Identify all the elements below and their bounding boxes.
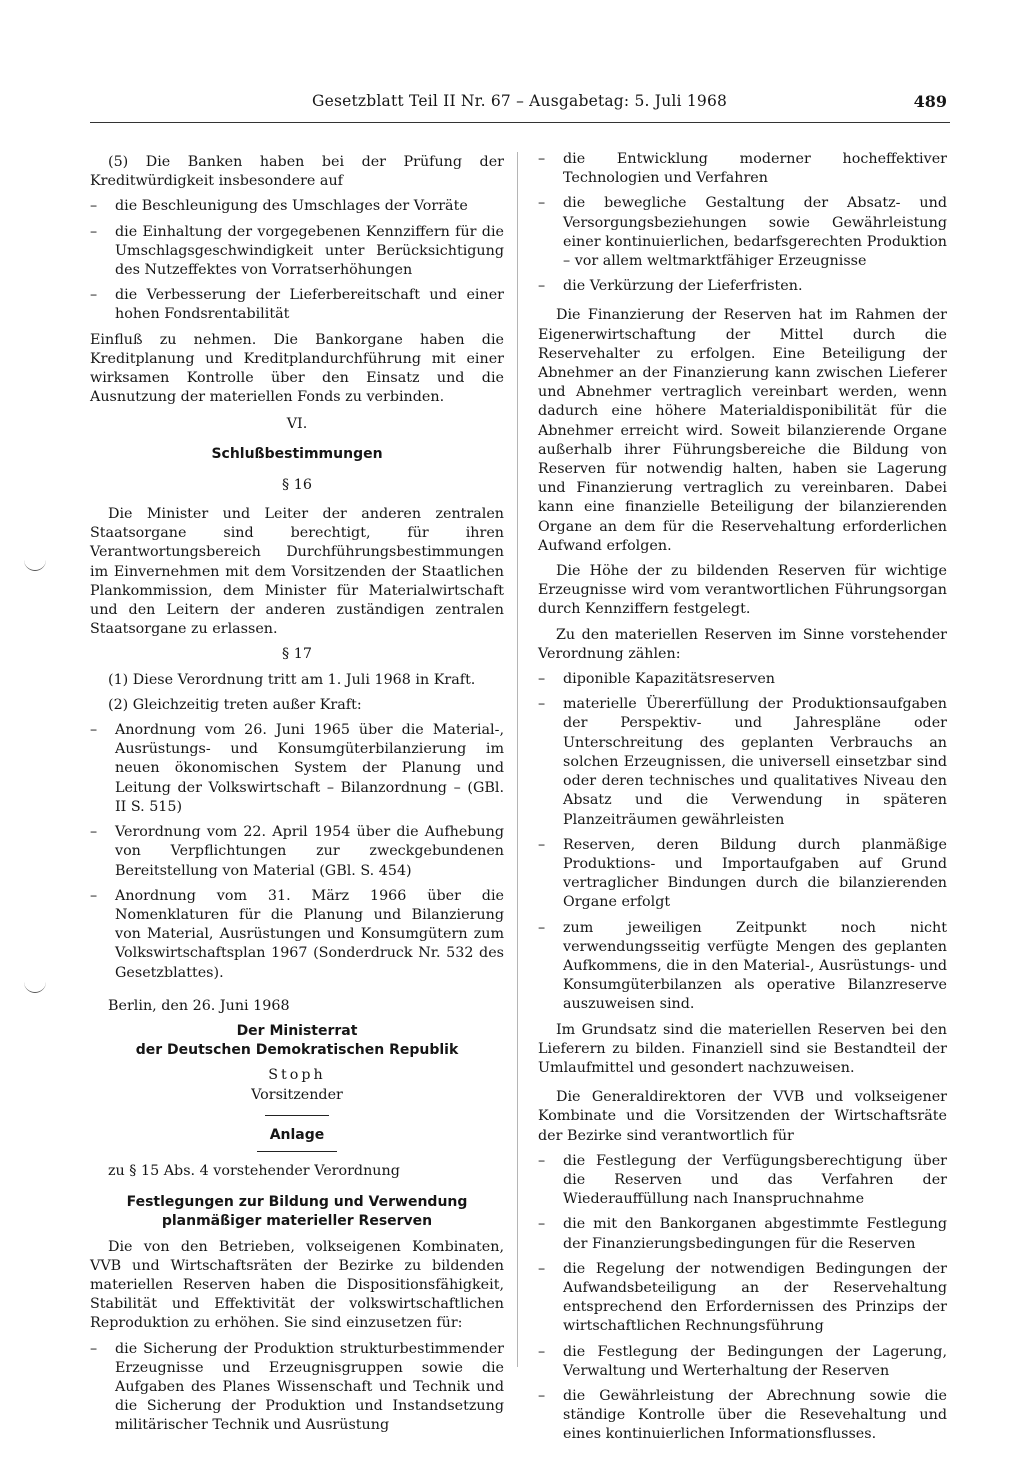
- reserve-height-paragraph: Die Höhe der zu bildenden Reserven für wichtige Erzeugnisse wird vom verantwortlichen Führungsorgan durch Kennziffern festgelegt.: [538, 563, 947, 618]
- principle-paragraph: Im Grundsatz sind die materiellen Reserven bei den Lieferern zu bilden. Finanziell sind sie Bestandteil der Umlaufmittel und gesondert nachzuweisen.: [538, 1021, 947, 1076]
- list-item-text: materielle Übererfüllung der Produktionsaufgaben der Perspektiv- und Jahrespläne oder Unterschreitung des geplanten Verbrauchs an solchen Erzeugnissen, die universell einsetzbar sind oder deren technisches und qualitatives Niveau den Absatz und die Verwendung in späteren Planzeiträumen gewährleisten: [563, 696, 947, 828]
- left-column: [90, 153, 504, 1442]
- paragraph-5-intro: (5) Die Banken haben bei der Prüfung der Kreditwürdigkeit insbesondere auf: [90, 154, 504, 190]
- list-item-text: die Festlegung der Bedingungen der Lagerung, Verwaltung und Werterhaltung der Reserven: [563, 1343, 947, 1379]
- council-name-line1: Der Ministerrat: [236, 1022, 358, 1039]
- paragraph-16-text: Die Minister und Leiter der anderen zentralen Staatsorgane sind berechtigt, für ihren Verantwortungsbereich Durchführungsbestimmungen im Einvernehmen mit dem Vorsitzenden der Staatlichen Plankommission, dem Minister für Materialwirtschaft und den Leitern der anderen zuständigen zentralen Staatsorgane zu erlassen.: [90, 506, 504, 638]
- list-item-text: Anordnung vom 26. Juni 1965 über die Material-, Ausrüstungs- und Konsumgüterbilanzierung im neuen ökonomischen System der Planung und Leitung der Volkswirtschaft – Bilanzordnung – (GBl. II S. 515): [115, 722, 504, 815]
- paragraph-17-sub2: (2) Gleichzeitig treten außer Kraft:: [108, 696, 362, 713]
- page-header: [90, 88, 950, 123]
- dash-bullet: –: [538, 195, 546, 212]
- dash-bullet: –: [90, 198, 98, 215]
- dash-bullet: –: [538, 1152, 546, 1169]
- appendix-reference: zu § 15 Abs. 4 vorstehender Verordnung: [108, 1162, 400, 1179]
- dash-bullet: –: [90, 223, 98, 240]
- header-title: Gesetzblatt Teil II Nr. 67 – Ausgabetag: 5. Juli 1968: [312, 92, 728, 110]
- list-item-text: die Entwicklung moderner hocheffektiver Technologien und Verfahren: [563, 151, 947, 187]
- paragraph-5-closing: Einfluß zu nehmen. Die Bankorgane haben die Kreditplanung und Kreditplandurchführung mit einer wirksamen Kontrolle über den Einsatz und die Ausnutzung der materiellen Fonds zu verbinden.: [90, 331, 504, 406]
- list-item: [538, 1387, 947, 1445]
- list-item: [538, 1343, 947, 1381]
- list-item: [538, 919, 947, 1015]
- list-item-text: die Verbesserung der Lieferbereitschaft und einer hohen Fondsrentabilität: [115, 287, 504, 323]
- signer-name: Stoph: [268, 1067, 326, 1084]
- right-column: [538, 150, 947, 1451]
- dash-bullet: –: [538, 696, 546, 713]
- dash-bullet: –: [538, 1343, 546, 1360]
- dash-bullet: –: [538, 1260, 546, 1277]
- column-divider: [517, 152, 518, 1367]
- financing-paragraph: Die Finanzierung der Reserven hat im Rahmen der Eigenerwirtschaftung der Mittel durch die Reservehalter zu erfolgen. Eine Beteiligung der Abnehmer an der Finanzierung kann zwischen Lieferer und Abnehmer vertraglich vereinbart werden, wenn dadurch eine höhere Materialdisponibilität für die Abnehmer erreicht wird. Soweit bilanzierende Organe außerhalb ihrer Führungsbereiche die Bildung von Reserven für notwendig halten, haben sie Lagerung und Finanzierung vertraglich zu vereinbaren. Dabei kann eine finanzielle Beteiligung der bilanzierenden Organe an dem für die Reservehaltung erforderlichen Aufwand erfolgen.: [538, 307, 947, 554]
- dash-bullet: –: [538, 836, 546, 853]
- dash-bullet: –: [90, 824, 98, 841]
- list-item-text: zum jeweiligen Zeitpunkt noch nicht verwendungsseitig verfügte Mengen des geplanten Aufkommens, die in den Material-, Ausrüstungs- und Konsumgüterbilanzen als operative Bilanzreserve auszuweisen sind.: [563, 919, 947, 1013]
- dash-bullet: –: [538, 1387, 546, 1404]
- list-item-text: die Beschleunigung des Umschlages der Vorräte: [115, 198, 468, 215]
- list-item-text: die mit den Bankorganen abgestimmte Festlegung der Finanzierungsbedingungen für die Reserven: [563, 1216, 947, 1252]
- signer-role: Vorsitzender: [251, 1086, 343, 1103]
- list-item-text: die bewegliche Gestaltung der Absatz- und Versorgungsbeziehungen sowie Gewährleistung einer kontinuierlichen, bedarfsgerechten Produktion – vor allem weltmarktfähiger Erzeugnisse: [563, 195, 947, 270]
- dash-bullet: –: [538, 151, 546, 167]
- list-item-text: die Regelung der notwendigen Bedingungen der Aufwandsbeteiligung an der Reservehaltung entsprechend den Erfordernissen des Prinzips der wirtschaftlichen Rechnungsführung: [563, 1260, 947, 1335]
- list-item-text: die Verkürzung der Lieferfristen.: [563, 278, 803, 295]
- appendix-underline: [257, 1151, 337, 1152]
- dash-bullet: –: [90, 887, 98, 904]
- directors-paragraph: Die Generaldirektoren der VVB und volkseigener Kombinate und die Vorsitzenden der Wirtschaftsräte der Bezirke sind verantwortlich für: [538, 1089, 947, 1144]
- council-name-line2: der Deutschen Demokratischen Republik: [135, 1042, 459, 1059]
- list-item: [90, 887, 504, 983]
- margin-hole-mark: [24, 978, 46, 993]
- dash-bullet: –: [538, 1216, 546, 1233]
- list-item: [90, 286, 504, 324]
- place-date: Berlin, den 26. Juni 1968: [108, 997, 290, 1014]
- reserves-intro: Zu den materiellen Reserven im Sinne vorstehender Verordnung zählen:: [538, 626, 947, 662]
- paragraph-16-heading: § 16: [282, 476, 312, 493]
- list-item-text: die Einhaltung der vorgegebenen Kennziffern für die Umschlagsgeschwindigkeit unter Berücksichtigung des Nutzeffektes von Vorratserhöhungen: [115, 223, 504, 279]
- list-item: [538, 670, 947, 689]
- list-item-text: die Gewährleistung der Abrechnung sowie die ständige Kontrolle über die Resevehaltung und eines kontinuierlichen Informationsflusses.: [563, 1387, 947, 1443]
- list-item: [538, 1260, 947, 1337]
- list-item: [538, 695, 947, 829]
- appendix-intro: Die von den Betrieben, volkseigenen Kombinaten, VVB und Wirtschaftsräten der Bezirke zu bildenden materiellen Reserven haben die Dispositionsfähigkeit, Stabilität und Effektivität der volkswirtschaftlichen Reproduktion zu erhöhen. Sie sind einzusetzen für:: [90, 1238, 504, 1332]
- margin-hole-mark: [24, 556, 46, 571]
- list-item: [90, 197, 504, 216]
- dash-bullet: –: [538, 278, 546, 295]
- paragraph-17-heading: § 17: [282, 646, 312, 663]
- dash-bullet: –: [90, 287, 98, 304]
- appendix-label-text: Anlage: [265, 1115, 329, 1145]
- list-item-text: die Sicherung der Produktion strukturbestimmender Erzeugnisse und Erzeugnisgruppen sowie die Aufgaben des Planes Wissenschaft und Technik und die Sicherung der Produktion und Instandsetzung militärischer Technik und Ausrüstung: [115, 1340, 504, 1434]
- list-item: [538, 1215, 947, 1253]
- appendix-title-line2: planmäßiger materieller Reserven: [161, 1213, 433, 1230]
- list-item: [538, 836, 947, 913]
- section-title: Schlußbestimmungen: [211, 445, 383, 462]
- list-item-text: diponible Kapazitätsreserven: [563, 671, 776, 688]
- list-item: [90, 1340, 504, 1436]
- section-number: VI.: [286, 416, 308, 433]
- dash-bullet: –: [538, 671, 546, 688]
- list-item-text: Reserven, deren Bildung durch planmäßige Produktions- und Importaufgaben auf Grund vertraglicher Bindungen durch die bilanzierenden Organe erfolgt: [563, 836, 947, 911]
- appendix-title-line1: Festlegungen zur Bildung und Verwendung: [126, 1194, 468, 1211]
- dash-bullet: –: [538, 919, 546, 936]
- list-item-text: die Festlegung der Verfügungsberechtigung über die Reserven und das Verfahren der Wiederauffüllung nach Inanspruchnahme: [563, 1152, 947, 1208]
- list-item: [538, 277, 947, 296]
- appendix-label: [90, 1115, 504, 1145]
- page-number: 489: [913, 92, 947, 111]
- list-item: [538, 150, 947, 188]
- list-item-text: Verordnung vom 22. April 1954 über die Aufhebung von Verpflichtungen zur zweckgebundenen Bereitstellung von Material (GBl. S. 454): [115, 824, 504, 879]
- dash-bullet: –: [90, 1340, 98, 1357]
- dash-bullet: –: [90, 722, 98, 739]
- paragraph-17-sub1: (1) Diese Verordnung tritt am 1. Juli 1968 in Kraft.: [108, 671, 476, 688]
- list-item: [90, 823, 504, 881]
- list-item: [90, 721, 504, 817]
- list-item: [538, 1152, 947, 1210]
- list-item-text: Anordnung vom 31. März 1966 über die Nomenklaturen für die Planung und Bilanzierung von Material, Ausrüstungen und Konsumgütern zum Volkswirtschaftsplan 1967 (Sonderdruck Nr. 532 des Gesetzblattes).: [115, 887, 504, 981]
- list-item: [90, 223, 504, 281]
- list-item: [538, 194, 947, 271]
